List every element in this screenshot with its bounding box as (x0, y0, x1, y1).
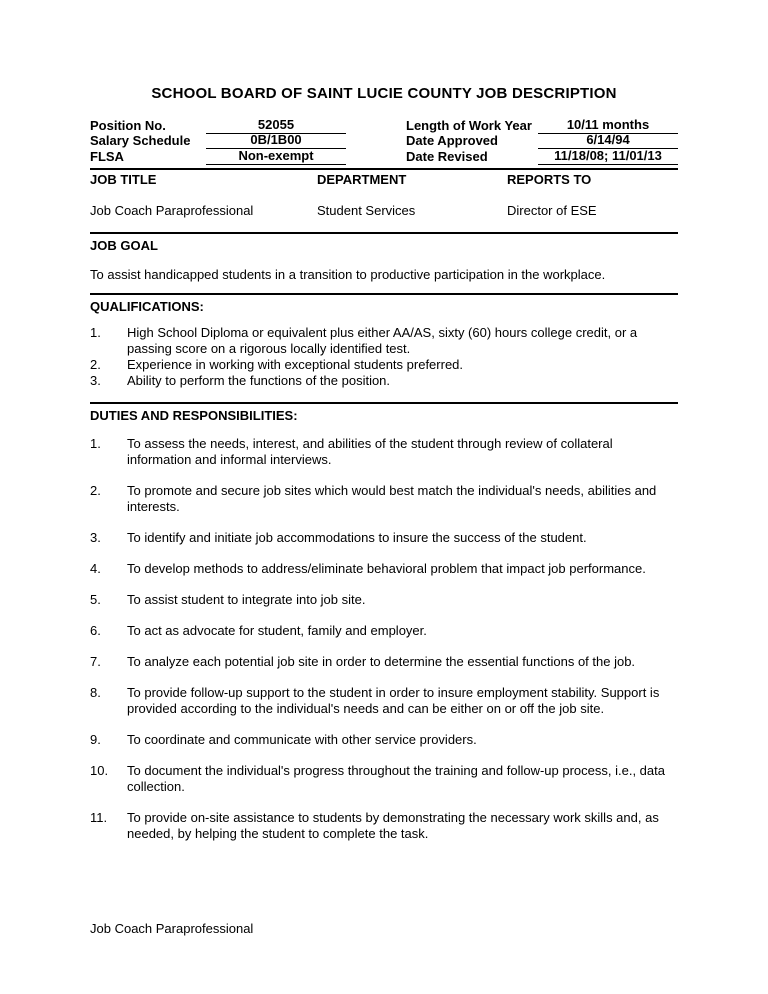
duties-list (90, 436, 678, 842)
item-text: To act as advocate for student, family and employer. (127, 622, 427, 638)
field-label: Date Revised (406, 148, 488, 164)
item-text: To analyze each potential job site in order to determine the essential functions of the job. (127, 653, 636, 669)
item-number: 9. (90, 731, 101, 747)
field-value: 6/14/94 (538, 132, 678, 149)
item-number: 8. (90, 684, 101, 700)
job-goal-heading: JOB GOAL (90, 237, 158, 253)
item-number: 1. (90, 324, 101, 340)
list-item (90, 357, 678, 373)
list-item (90, 325, 678, 357)
value-department: Student Services (317, 202, 416, 218)
item-number: 2. (90, 482, 101, 498)
list-item (90, 763, 678, 795)
column-department: DEPARTMENT (317, 171, 407, 187)
qualifications-heading: QUALIFICATIONS: (90, 298, 204, 314)
item-text: Experience in working with exceptional students preferred. (127, 356, 464, 372)
header-fields-right (406, 118, 678, 165)
field-label: Position No. (90, 117, 166, 133)
list-item (90, 483, 678, 515)
list-item (90, 530, 678, 546)
footer-job-title: Job Coach Paraprofessional (90, 921, 254, 936)
position-table-values (90, 203, 678, 232)
item-text: To assess the needs, interest, and abilities of the student through review of collateral information and informal interviews. (127, 435, 613, 467)
item-text: To provide on-site assistance to students by demonstrating the necessary work skills and, as needed, by helping the student to complete the task. (127, 809, 659, 841)
column-job-title: JOB TITLE (90, 171, 157, 187)
item-text: To identify and initiate job accommodations to insure the success of the student. (127, 529, 587, 545)
field-flsa (90, 149, 390, 165)
document-title: SCHOOL BOARD OF SAINT LUCIE COUNTY JOB DESCRIPTION (151, 85, 617, 102)
item-number: 7. (90, 653, 101, 669)
field-value: 0B/1B00 (206, 132, 346, 149)
field-value: 10/11 months (538, 117, 678, 134)
position-table-header (90, 170, 678, 188)
duties-heading: DUTIES AND RESPONSIBILITIES: (90, 407, 298, 423)
item-text: High School Diploma or equivalent plus either AA/AS, sixty (60) hours college credit, or a passing score on a rigorous locally identified test. (127, 324, 638, 356)
field-label: FLSA (90, 148, 124, 164)
item-text: Ability to perform the functions of the position. (127, 372, 391, 388)
column-reports-to: REPORTS TO (507, 171, 592, 187)
field-value: 11/18/08; 11/01/13 (538, 148, 678, 165)
item-number: 3. (90, 529, 101, 545)
qualifications-list (90, 325, 678, 402)
field-value: 52055 (206, 117, 346, 134)
list-item (90, 373, 678, 389)
item-number: 3. (90, 372, 101, 388)
list-item (90, 623, 678, 639)
item-number: 5. (90, 591, 101, 607)
item-text: To assist student to integrate into job site. (127, 591, 366, 607)
item-text: To document the individual's progress throughout the training and follow-up process, i.e., data collection. (127, 762, 665, 794)
item-text: To coordinate and communicate with other service providers. (127, 731, 477, 747)
header-fields-left (90, 118, 390, 165)
list-item (90, 592, 678, 608)
list-item (90, 685, 678, 717)
list-item (90, 732, 678, 748)
item-number: 2. (90, 356, 101, 372)
list-item (90, 810, 678, 842)
field-label: Length of Work Year (406, 117, 532, 133)
field-date-revised (406, 149, 678, 165)
item-text: To develop methods to address/eliminate behavioral problem that impact job performance. (127, 560, 646, 576)
header-fields (90, 118, 678, 165)
value-job-title: Job Coach Paraprofessional (90, 202, 254, 218)
item-number: 11. (90, 809, 108, 825)
field-value: Non-exempt (206, 148, 346, 165)
item-number: 1. (90, 435, 101, 451)
list-item (90, 436, 678, 468)
field-label: Date Approved (406, 133, 498, 148)
position-table (90, 170, 678, 232)
item-number: 6. (90, 622, 101, 638)
list-item (90, 561, 678, 577)
item-text: To provide follow-up support to the student in order to insure employment stability. Support is provided according to the individual's needs and can be either on or off the job site. (127, 684, 660, 716)
field-label: Salary Schedule (90, 133, 191, 148)
list-item (90, 654, 678, 670)
item-text: To promote and secure job sites which would best match the individual's needs, abilities and interests. (127, 482, 657, 514)
value-reports-to: Director of ESE (507, 202, 597, 218)
item-number: 10. (90, 762, 109, 778)
job-goal-text: To assist handicapped students in a transition to productive participation in the workplace. (90, 266, 606, 282)
item-number: 4. (90, 560, 101, 576)
